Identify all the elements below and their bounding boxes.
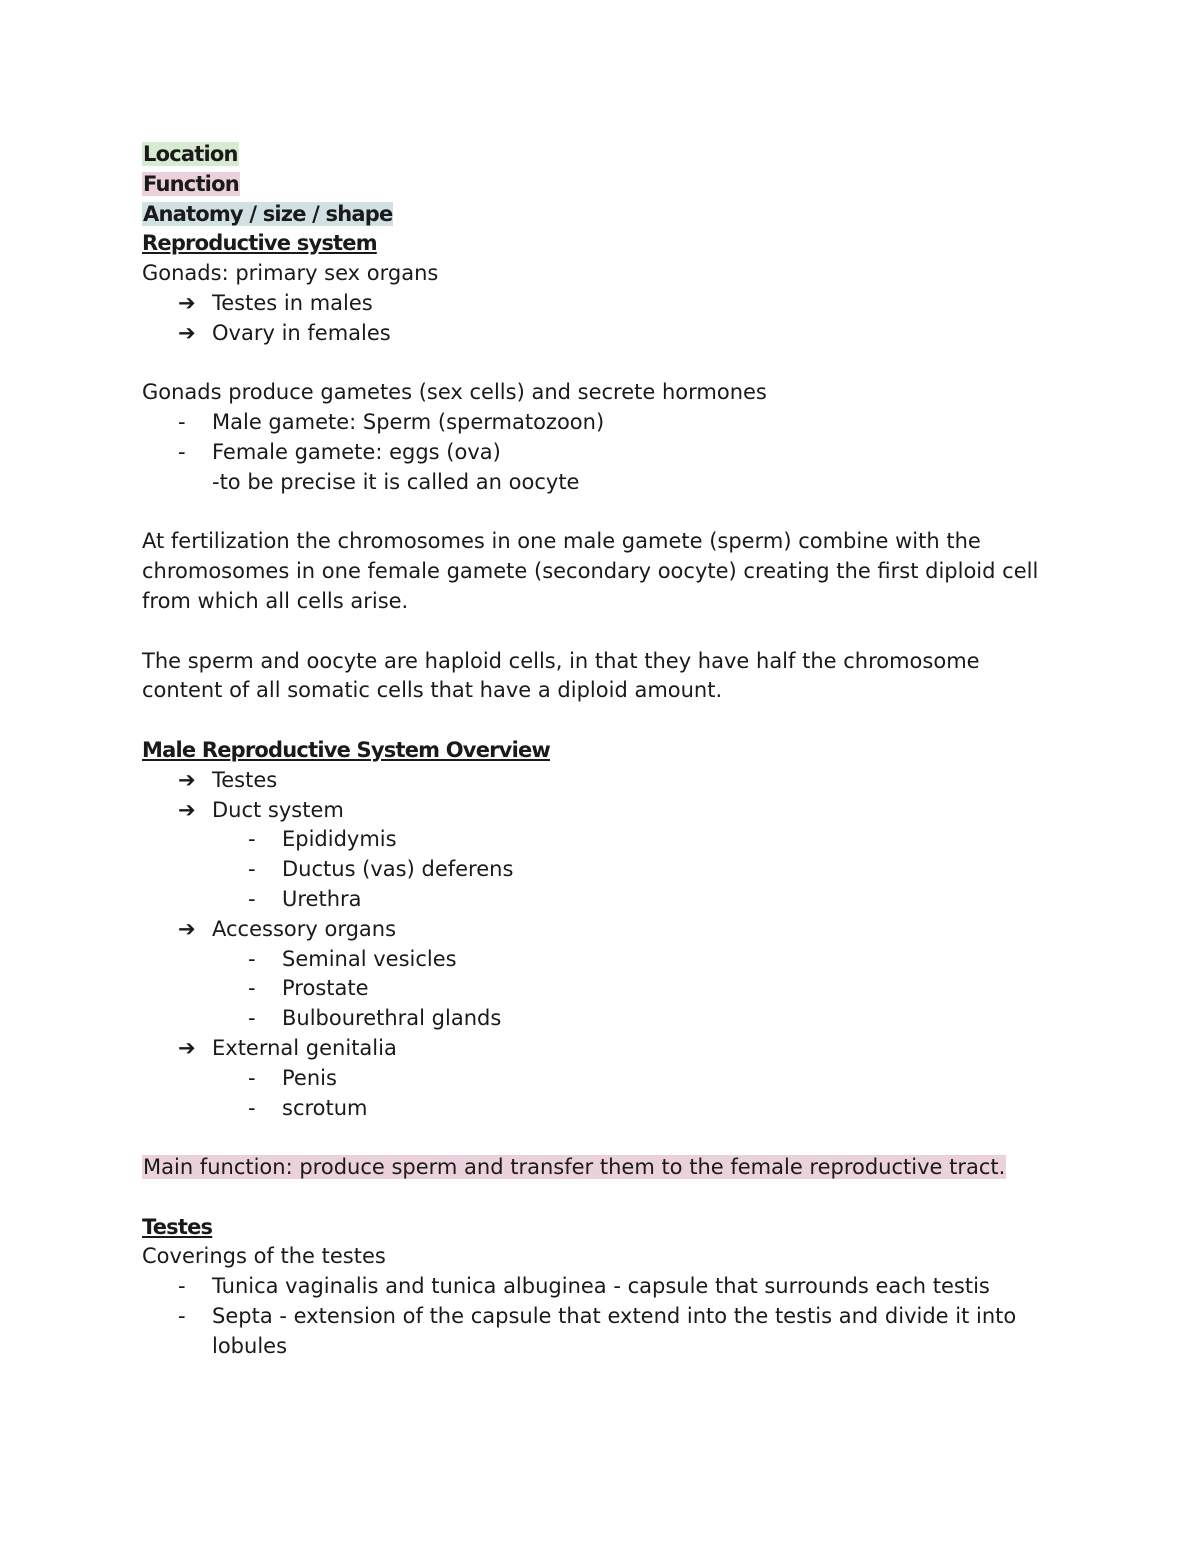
dash-bullet: - [178, 410, 186, 435]
main-function-statement: Main function: produce sperm and transfer them to the female reproductive tract. [143, 1155, 1006, 1180]
haploid-line-1: The sperm and oocyte are haploid cells, in that they have half the chromosome [142, 648, 980, 673]
dash-bullet: - [248, 827, 256, 852]
gonads-intro: Gonads: primary sex organs [142, 261, 439, 286]
dash-bullet: - [178, 1304, 186, 1329]
list-item: ➔ Testes [142, 766, 1062, 796]
dash-bullet: - [178, 439, 186, 464]
arrow-bullet-icon: ➔ [178, 1035, 196, 1060]
list-item: ➔ Testes in males [142, 289, 1062, 319]
heading-reproductive-system: Reproductive system [142, 231, 377, 256]
list-item-continuation: lobules [212, 1333, 288, 1358]
arrow-bullet-icon: ➔ [178, 916, 196, 941]
legend-anatomy: Anatomy / size / shape [143, 201, 393, 226]
sub-list-item: - Bulbourethral glands [142, 1004, 1062, 1034]
dash-bullet: - [178, 1274, 186, 1299]
list-item: ➔ Accessory organs [142, 915, 1062, 945]
list-item: ➔ Duct system [142, 796, 1062, 826]
list-item: - Septa - extension of the capsule that extend into the testis and divide it into [142, 1302, 1062, 1332]
fertilization-line-1: At fertilization the chromosomes in one male gamete (sperm) combine with the [142, 529, 981, 554]
heading-testes: Testes [142, 1214, 213, 1239]
sub-list-item: - Urethra [142, 885, 1062, 915]
list-item: - Female gamete: eggs (ova) [142, 438, 1062, 468]
haploid-line-2: content of all somatic cells that have a diploid amount. [142, 678, 723, 703]
list-item: ➔ Ovary in females [142, 319, 1062, 349]
oocyte-note: -to be precise it is called an oocyte [212, 469, 580, 494]
fertilization-line-2: chromosomes in one female gamete (secondary oocyte) creating the first diploid cell [142, 559, 1039, 584]
sub-list-item: - Seminal vesicles [142, 945, 1062, 975]
dash-bullet: - [248, 976, 256, 1001]
sub-list-item: - Prostate [142, 974, 1062, 1004]
fertilization-line-3: from which all cells arise. [142, 588, 409, 613]
list-item: - Male gamete: Sperm (spermatozoon) [142, 408, 1062, 438]
testes-coverings-intro: Coverings of the testes [142, 1244, 386, 1269]
arrow-bullet-icon: ➔ [178, 797, 196, 822]
arrow-bullet-icon: ➔ [178, 320, 196, 345]
dash-bullet: - [248, 1065, 256, 1090]
document-body [142, 140, 1062, 1362]
sub-list-item: - scrotum [142, 1094, 1062, 1124]
dash-bullet: - [248, 857, 256, 882]
sub-list-item: - Epididymis [142, 825, 1062, 855]
dash-bullet: - [248, 886, 256, 911]
arrow-bullet-icon: ➔ [178, 290, 196, 315]
list-item: - Tunica vaginalis and tunica albuginea - capsule that surrounds each testis [142, 1272, 1062, 1302]
list-item: ➔ External genitalia [142, 1034, 1062, 1064]
legend-function: Function [143, 171, 239, 196]
gametes-intro: Gonads produce gametes (sex cells) and secrete hormones [142, 380, 767, 405]
sub-list-item: - Penis [142, 1064, 1062, 1094]
sub-list-item: - Ductus (vas) deferens [142, 855, 1062, 885]
legend-location: Location [143, 142, 238, 166]
dash-bullet: - [248, 1095, 256, 1120]
dash-bullet: - [248, 946, 256, 971]
arrow-bullet-icon: ➔ [178, 767, 196, 792]
dash-bullet: - [248, 1006, 256, 1031]
heading-male-overview: Male Reproductive System Overview [142, 737, 551, 762]
